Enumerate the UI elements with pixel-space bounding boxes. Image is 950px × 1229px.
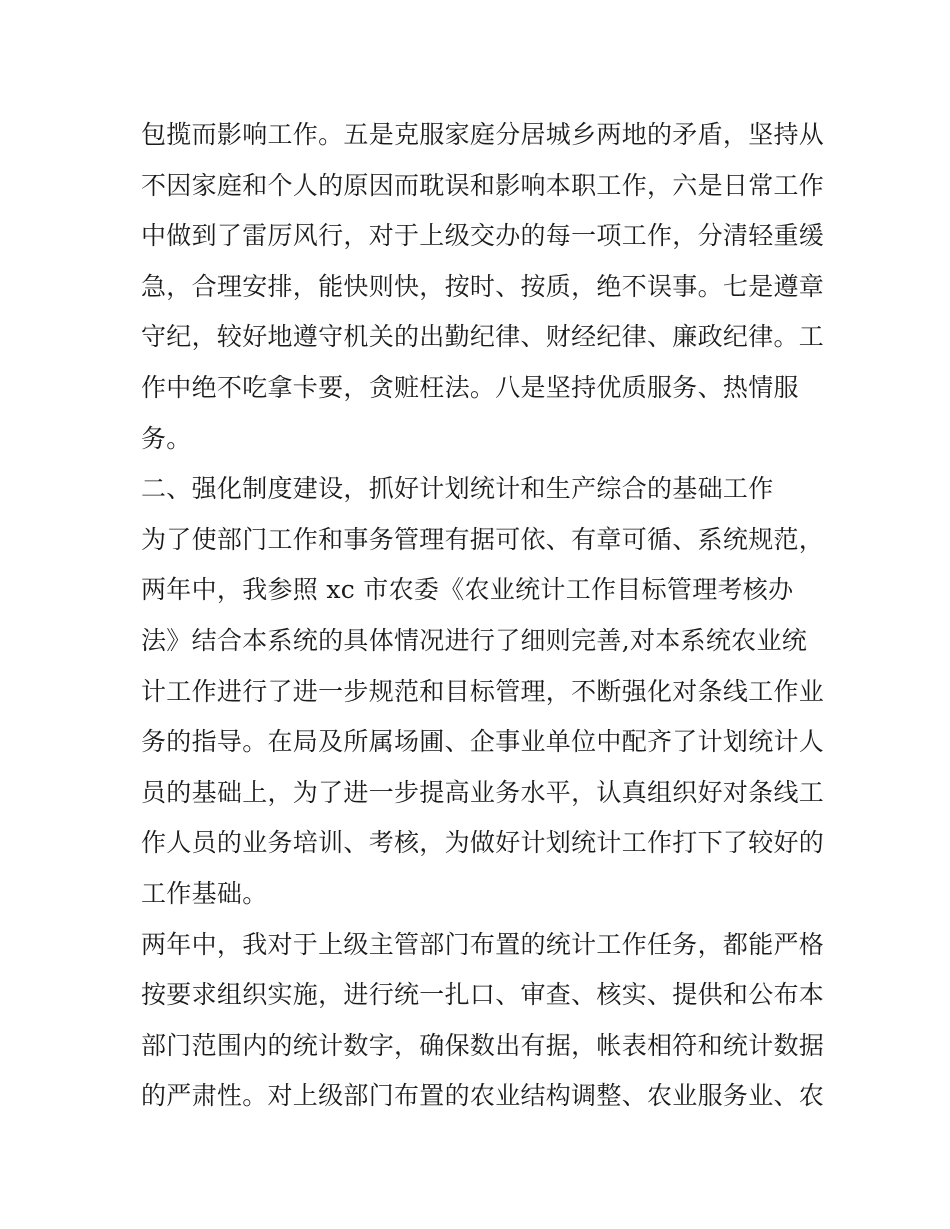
section-heading: 二、强化制度建设，抓好计划统计和生产综合的基础工作 (141, 474, 774, 504)
text-line: 工作基础。 (141, 878, 268, 908)
text-line: 作人员的业务培训、考核，为做好计划统计工作打下了较好的 (141, 828, 825, 858)
text-line: 包揽而影响工作。五是克服家庭分居城乡两地的矛盾，坚持从 (141, 120, 825, 149)
text-line: 部门范围内的统计数字，确保数出有据，帐表相符和统计数据 (141, 1030, 825, 1060)
text-line: 两年中，我参照 xc 市农委《农业统计工作目标管理考核办 (141, 575, 794, 605)
text-line: 的严肃性。对上级部门布置的农业结构调整、农业服务业、农 (141, 1081, 825, 1111)
text-line: 计工作进行了进一步规范和目标管理，不断强化对条线工作业 (141, 676, 825, 706)
text-line: 中做到了雷厉风行，对于上级交办的每一项工作，分清轻重缓 (141, 221, 825, 251)
text-line: 守纪，较好地遵守机关的出勤纪律、财经纪律、廉政纪律。工 (141, 322, 825, 352)
document-body (141, 110, 825, 1122)
text-line: 务的指导。在局及所属场圃、企事业单位中配齐了计划统计人 (141, 727, 825, 757)
text-line: 作中绝不吃拿卡要，贪赃枉法。八是坚持优质服务、热情服 (141, 372, 799, 402)
text-line: 务。 (141, 423, 192, 453)
text-line: 按要求组织实施，进行统一扎口、审查、核实、提供和公布本 (141, 980, 825, 1010)
text-line: 不因家庭和个人的原因而耽误和影响本职工作，六是日常工作 (141, 170, 825, 200)
text-line: 法》结合本系统的具体情况进行了细则完善,对本系统农业统 (141, 625, 808, 655)
text-line: 为了使部门工作和事务管理有据可依、有章可循、系统规范， (141, 524, 825, 554)
text-line: 两年中，我对于上级主管部门布置的统计工作任务，都能严格 (141, 929, 825, 959)
text-line: 员的基础上，为了进一步提高业务水平，认真组织好对条线工 (141, 777, 825, 807)
text-line: 急，合理安排，能快则快，按时、按质，绝不误事。七是遵章 (141, 271, 825, 301)
